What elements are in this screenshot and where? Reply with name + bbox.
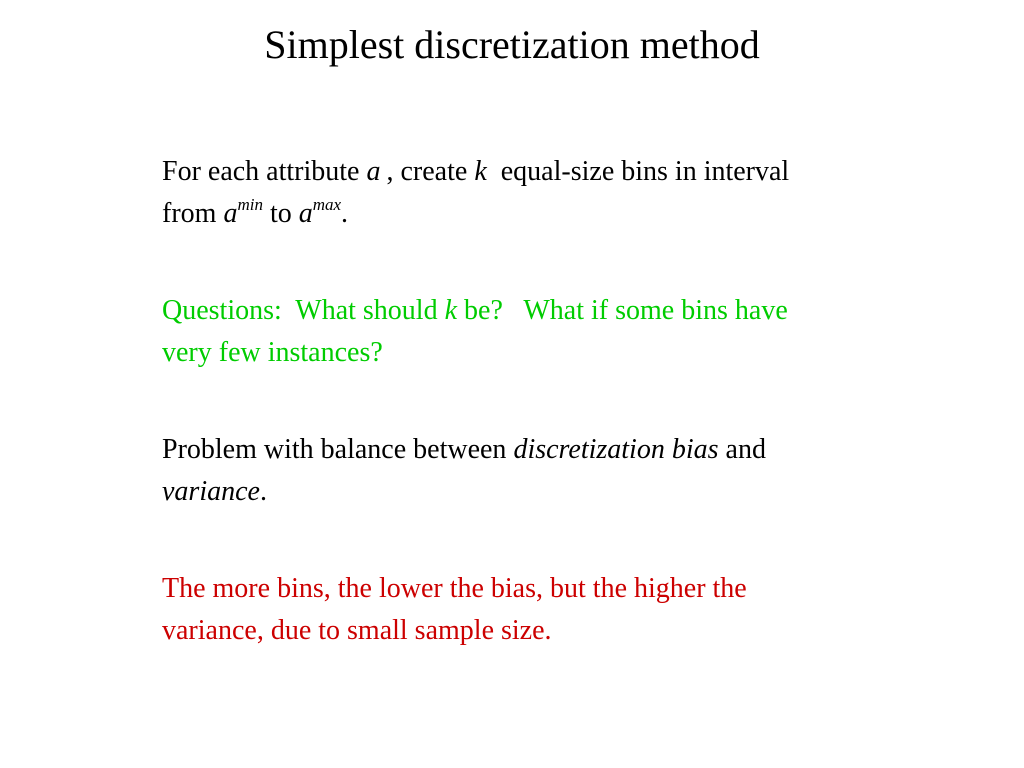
text-segment: . — [341, 198, 349, 229]
text-segment: be? What if some bins have — [464, 295, 788, 326]
text-segment: . — [259, 476, 267, 507]
paragraph-line — [162, 290, 962, 332]
text-segment: Problem with balance between — [162, 434, 507, 465]
text-segment: to — [269, 198, 292, 229]
superscript-min: min — [237, 195, 263, 214]
paragraph-bias-variance — [162, 429, 962, 513]
paragraph-questions — [162, 290, 962, 374]
paragraph-line: The more bins, the lower the bias, but the higher the — [162, 573, 747, 604]
paragraph-more-bins — [162, 568, 962, 652]
term-discretization-bias: discretization bias — [513, 434, 719, 465]
paragraph-line — [162, 193, 962, 235]
variable-a-min: a — [223, 198, 238, 229]
paragraph-line — [162, 429, 962, 471]
paragraph-line — [162, 151, 962, 193]
slide-title: Simplest discretization method — [264, 22, 760, 67]
text-segment: Questions: What should — [162, 295, 438, 326]
text-segment: equal-size bins in interval — [500, 156, 790, 187]
paragraph-line — [162, 471, 962, 513]
variable-k: k — [444, 295, 458, 326]
superscript-max: max — [312, 195, 342, 214]
variable-a-max: a — [298, 198, 313, 229]
text-segment: from — [162, 198, 217, 229]
term-variance: variance — [162, 476, 260, 507]
variable-a: a — [366, 156, 381, 187]
paragraph-line: variance, due to small sample size. — [162, 615, 552, 646]
variable-k: k — [474, 156, 487, 187]
text-segment: For each attribute — [162, 156, 360, 187]
paragraph-line: very few instances? — [162, 337, 383, 368]
text-segment: and — [725, 434, 766, 465]
text-segment: , create — [386, 156, 468, 187]
paragraph-attribute-bins — [162, 151, 962, 235]
